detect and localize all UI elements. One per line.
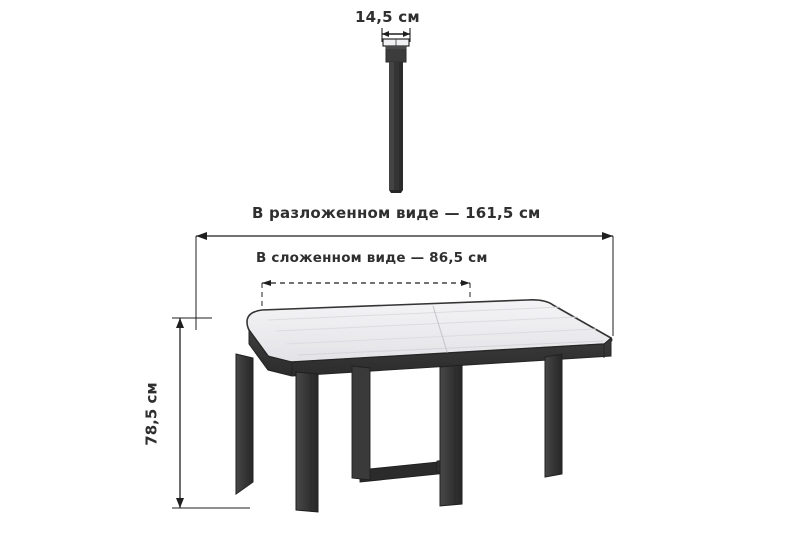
top-width-label: 14,5 см (355, 8, 420, 26)
folded-width-label: В сложенном виде — 86,5 см (256, 250, 488, 266)
table-leg-back-left (236, 354, 253, 494)
table-leg-back-right (545, 354, 562, 477)
unfolded-width-label: В разложенном виде — 161,5 см (252, 204, 541, 222)
table-leg-front-left (296, 372, 318, 512)
table-leg-front-right (440, 365, 462, 506)
height-label: 78,5 см (142, 382, 161, 446)
table-stretcher-frame (352, 366, 454, 482)
